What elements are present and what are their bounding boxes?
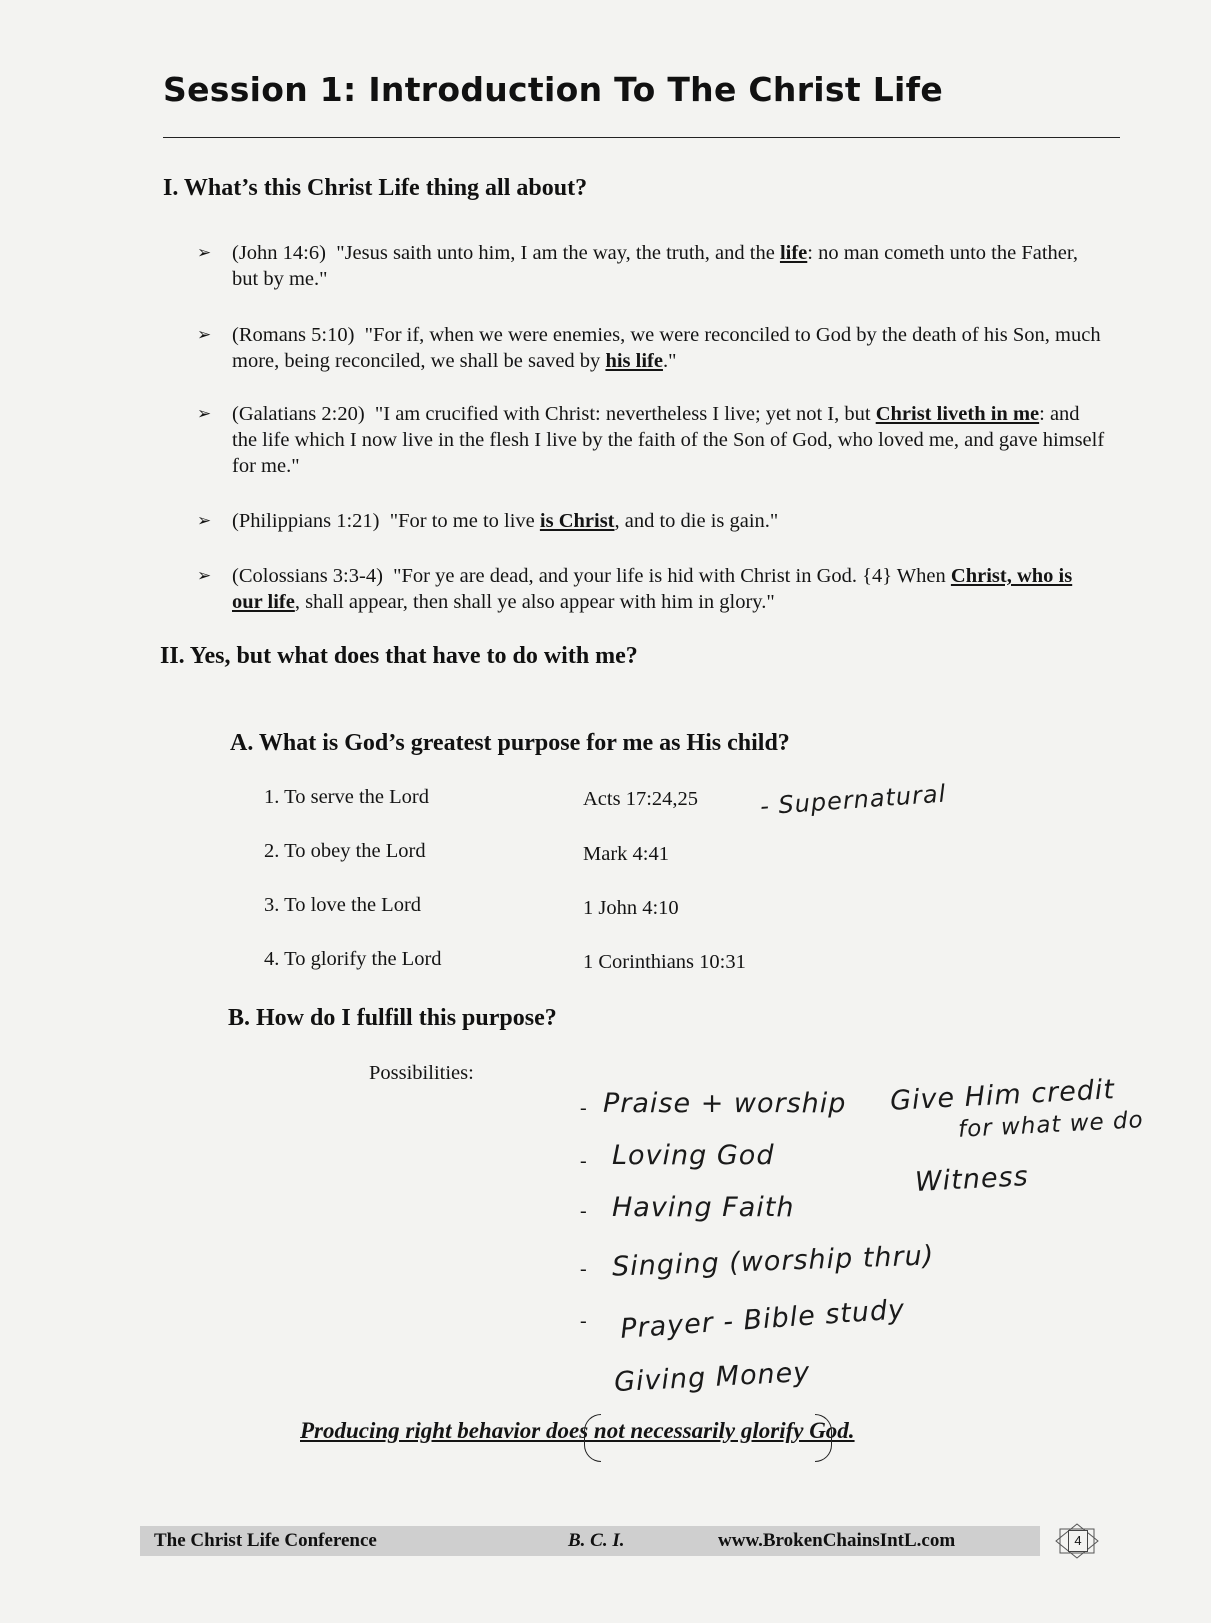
verse-ref: (Colossians 3:3-4) bbox=[232, 565, 383, 587]
handwritten-possibility: Praise + worship bbox=[603, 1088, 847, 1119]
conclusion-statement: Producing right behavior does not necessarily glorify God. bbox=[300, 1418, 855, 1443]
footer-bar bbox=[140, 1526, 1040, 1556]
page-title: Session 1: Introduction To The Christ Life bbox=[163, 70, 943, 109]
possibilities-label: Possibilities: bbox=[369, 1062, 474, 1084]
verse-colossians bbox=[197, 563, 1107, 615]
handwritten-bracket-right bbox=[815, 1414, 832, 1462]
verse-ref: (John 14:6) bbox=[232, 242, 326, 264]
handwritten-side-note: Witness bbox=[914, 1161, 1030, 1198]
verse-romans bbox=[197, 322, 1107, 374]
verse-galatians bbox=[197, 401, 1107, 479]
verse-emphasis: his life bbox=[605, 350, 663, 372]
verse-ref: (Romans 5:10) bbox=[232, 324, 355, 346]
verse-text: , shall appear, then shall ye also appear with him in glory." bbox=[294, 591, 775, 613]
handwritten-bracket-left bbox=[584, 1414, 601, 1462]
verse-text: , and to die is gain." bbox=[614, 510, 779, 532]
arrow-bullet-icon: ➢ bbox=[197, 325, 212, 345]
page-number: 4 bbox=[1068, 1530, 1088, 1552]
list-dash: - bbox=[580, 1097, 587, 1119]
section-2-heading: II. Yes, but what does that have to do with me? bbox=[160, 643, 638, 669]
handwritten-possibility: Giving Money bbox=[613, 1356, 811, 1399]
purpose-ref-john: 1 John 4:10 bbox=[583, 897, 679, 919]
arrow-bullet-icon: ➢ bbox=[197, 566, 212, 586]
purpose-item-love: 3. To love the Lord bbox=[264, 894, 422, 916]
arrow-bullet-icon: ➢ bbox=[197, 511, 212, 531]
verse-philippians bbox=[197, 508, 1107, 534]
purpose-ref-corinthians: 1 Corinthians 10:31 bbox=[583, 951, 746, 973]
verse-ref: (Galatians 2:20) bbox=[232, 403, 365, 425]
purpose-item-serve: 1. To serve the Lord bbox=[264, 786, 429, 808]
handwritten-possibility: Singing (worship thru) bbox=[611, 1240, 935, 1283]
handwritten-possibility: Loving God bbox=[612, 1140, 775, 1171]
verse-text: "For ye are dead, and your life is hid with Christ in God. {4} When bbox=[393, 565, 951, 587]
subsection-b-heading: B. How do I fulfill this purpose? bbox=[228, 1005, 557, 1031]
section-1-heading: I. What’s this Christ Life thing all about? bbox=[163, 175, 588, 201]
subsection-a-heading: A. What is God’s greatest purpose for me as His child? bbox=[230, 730, 790, 756]
verse-emphasis: Christ, who is our life bbox=[232, 565, 1073, 613]
handwritten-possibility: Having Faith bbox=[612, 1192, 795, 1223]
list-dash: - bbox=[580, 1150, 587, 1172]
arrow-bullet-icon: ➢ bbox=[197, 243, 212, 263]
arrow-bullet-icon: ➢ bbox=[197, 404, 212, 424]
verse-text: "I am crucified with Christ: nevertheless I live; yet not I, but bbox=[374, 403, 876, 425]
verse-text: "For to me to live bbox=[389, 510, 540, 532]
handwritten-side-note: Give Him credit bbox=[889, 1074, 1116, 1117]
purpose-ref-mark: Mark 4:41 bbox=[583, 843, 669, 865]
verse-emphasis: Christ liveth in me bbox=[875, 403, 1040, 425]
list-dash: - bbox=[580, 1310, 587, 1332]
footer-conference-name: The Christ Life Conference bbox=[154, 1530, 377, 1551]
verse-emphasis: life bbox=[779, 242, 808, 264]
handwritten-possibility: Prayer - Bible study bbox=[619, 1294, 907, 1345]
verse-text: "For if, when we were enemies, we were reconciled to God by the death of his Son, much more, being reconciled, we shall be saved by bbox=[232, 324, 1101, 372]
verse-ref: (Philippians 1:21) bbox=[232, 510, 380, 532]
footer-org-initials: B. C. I. bbox=[568, 1530, 625, 1551]
verse-text: : no man cometh unto the Father, but by me." bbox=[232, 242, 1079, 290]
footer-website: www.BrokenChainsIntL.com bbox=[718, 1530, 956, 1551]
verse-text: ." bbox=[662, 350, 677, 372]
handwritten-side-note: for what we do bbox=[957, 1107, 1145, 1143]
handwritten-note-supernatural: - Supernatural bbox=[759, 779, 948, 821]
verse-text: : and the life which I now live in the flesh I live by the faith of the Son of God, who loved me, and gave himself for me." bbox=[232, 403, 1105, 477]
title-divider bbox=[163, 137, 1120, 138]
list-dash: - bbox=[580, 1200, 587, 1222]
verse-text: "Jesus saith unto him, I am the way, the truth, and the bbox=[336, 242, 780, 264]
verse-john bbox=[197, 240, 1107, 292]
purpose-ref-acts: Acts 17:24,25 bbox=[583, 788, 699, 810]
list-dash: - bbox=[580, 1258, 587, 1280]
verse-emphasis: is Christ bbox=[539, 510, 615, 532]
purpose-item-obey: 2. To obey the Lord bbox=[264, 840, 426, 862]
purpose-item-glorify: 4. To glorify the Lord bbox=[264, 948, 442, 970]
